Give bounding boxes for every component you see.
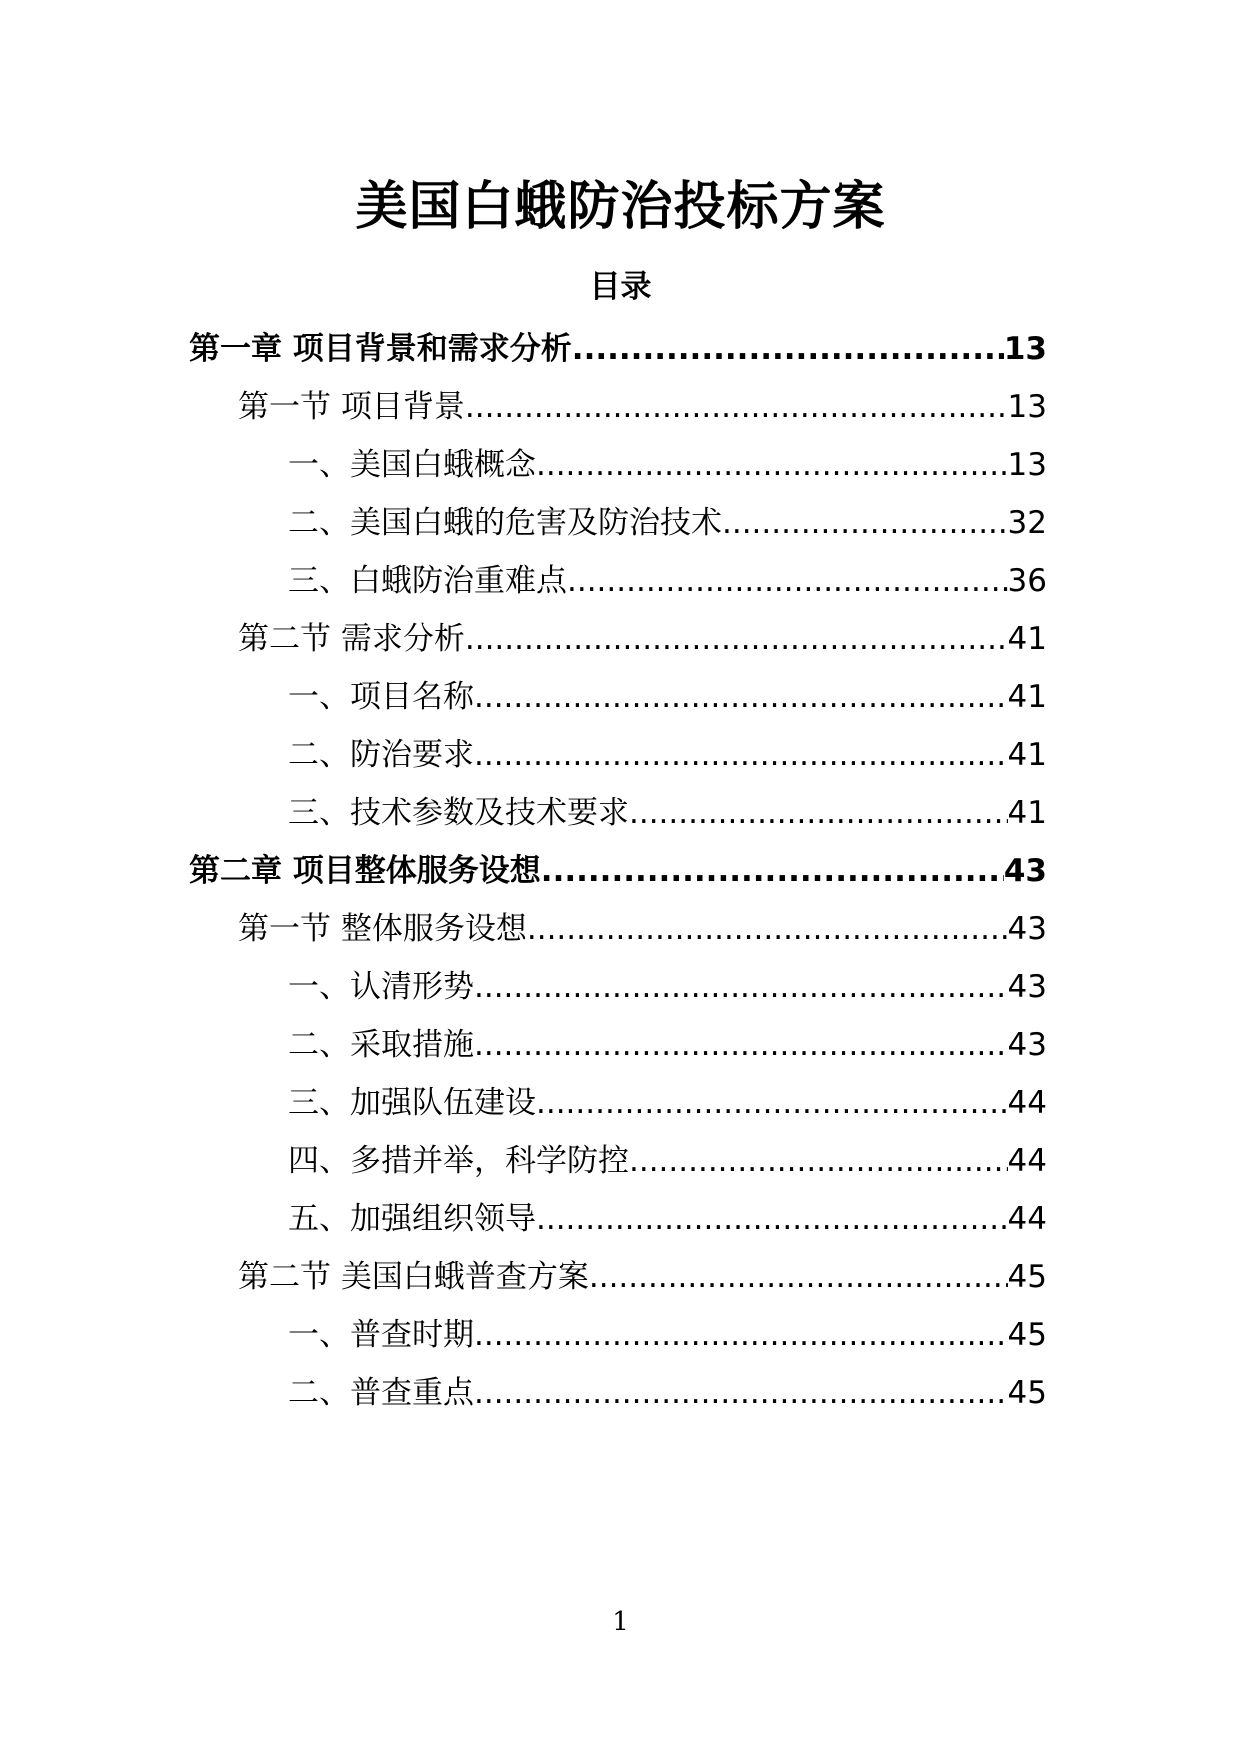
dot-leader [465, 385, 1008, 429]
toc-entry-label: 第二节 需求分析 [238, 621, 465, 657]
page-number: 1 [612, 1607, 629, 1637]
toc-entry[interactable] [288, 559, 1047, 603]
toc-entry-label: 一、项目名称 [288, 679, 474, 715]
toc-entry-label: 三、技术参数及技术要求 [288, 795, 629, 831]
toc-entry-label: 一、普查时期 [288, 1317, 474, 1353]
toc-entry-page: 13 [1007, 447, 1047, 483]
toc-entry-page: 43 [1007, 911, 1047, 947]
dot-leader [474, 1023, 1008, 1067]
dot-leader [474, 675, 1008, 719]
toc-entry[interactable] [288, 501, 1047, 545]
toc-entry-page: 32 [1007, 505, 1047, 541]
toc-entry-page: 45 [1007, 1259, 1047, 1295]
dot-leader [527, 907, 1008, 951]
toc-entry[interactable] [238, 907, 1047, 951]
toc-entry-page: 41 [1007, 795, 1047, 831]
toc-entry[interactable] [288, 1139, 1047, 1183]
toc-entry[interactable] [189, 849, 1047, 893]
dot-leader [465, 617, 1008, 661]
toc-entry-label: 第一章 项目背景和需求分析 [189, 331, 572, 367]
toc-entry-label: 四、多措并举，科学防控 [288, 1143, 629, 1179]
toc-entry-page: 44 [1007, 1201, 1047, 1237]
toc-entry-page: 44 [1007, 1143, 1047, 1179]
toc-entry-label: 二、美国白蛾的危害及防治技术 [288, 505, 722, 541]
toc-entry-label: 五、加强组织领导 [288, 1201, 536, 1237]
toc-entry-page: 43 [1007, 1027, 1047, 1063]
toc-entry[interactable] [238, 385, 1047, 429]
toc-entry-page: 41 [1007, 621, 1047, 657]
toc-entry-page: 13 [1007, 389, 1047, 425]
toc-entry[interactable] [288, 675, 1047, 719]
dot-leader [474, 733, 1008, 777]
dot-leader [722, 501, 1008, 545]
dot-leader [536, 1197, 1008, 1241]
toc-entry-page: 41 [1007, 679, 1047, 715]
toc-entry-label: 第二章 项目整体服务设想 [189, 853, 541, 889]
toc-entry-label: 三、加强队伍建设 [288, 1085, 536, 1121]
toc-entry-label: 二、采取措施 [288, 1027, 474, 1063]
toc-entry[interactable] [288, 733, 1047, 777]
toc-entry-page: 43 [1007, 969, 1047, 1005]
dot-leader [572, 327, 1004, 371]
dot-leader [536, 1081, 1008, 1125]
toc-entry-label: 三、白蛾防治重难点 [288, 563, 567, 599]
dot-leader [589, 1255, 1008, 1299]
toc-entry[interactable] [288, 443, 1047, 487]
toc-entry[interactable] [288, 1081, 1047, 1125]
toc-entry-page: 45 [1007, 1375, 1047, 1411]
toc-entry[interactable] [288, 965, 1047, 1009]
toc-heading: 目录 [589, 269, 652, 305]
dot-leader [536, 443, 1008, 487]
dot-leader [474, 1371, 1008, 1415]
dot-leader [474, 1313, 1008, 1357]
dot-leader [474, 965, 1008, 1009]
toc-entry[interactable] [288, 1313, 1047, 1357]
toc-entry[interactable] [238, 1255, 1047, 1299]
toc-entry-label: 一、美国白蛾概念 [288, 447, 536, 483]
toc-entry[interactable] [288, 1197, 1047, 1241]
toc-entry-page: 41 [1007, 737, 1047, 773]
dot-leader [629, 791, 1008, 835]
toc-entry[interactable] [288, 1371, 1047, 1415]
toc-entry[interactable] [288, 791, 1047, 835]
toc-entry-page: 44 [1007, 1085, 1047, 1121]
toc-entry-label: 第二节 美国白蛾普查方案 [238, 1259, 589, 1295]
dot-leader [567, 559, 1008, 603]
toc-entry-label: 第一节 整体服务设想 [238, 911, 527, 947]
toc-entry-label: 一、认清形势 [288, 969, 474, 1005]
toc-entry-label: 二、普查重点 [288, 1375, 474, 1411]
toc-entry[interactable] [189, 327, 1047, 371]
toc-entry-label: 二、防治要求 [288, 737, 474, 773]
toc-entry[interactable] [288, 1023, 1047, 1067]
document-title: 美国白蛾防治投标方案 [355, 177, 886, 237]
toc-entry-page: 36 [1007, 563, 1047, 599]
toc-entry[interactable] [238, 617, 1047, 661]
toc-entry-page: 45 [1007, 1317, 1047, 1353]
dot-leader [629, 1139, 1008, 1183]
toc-entry-label: 第一节 项目背景 [238, 389, 465, 425]
dot-leader [541, 849, 1004, 893]
toc-entry-page: 43 [1003, 853, 1047, 889]
toc-entry-page: 13 [1003, 331, 1047, 367]
